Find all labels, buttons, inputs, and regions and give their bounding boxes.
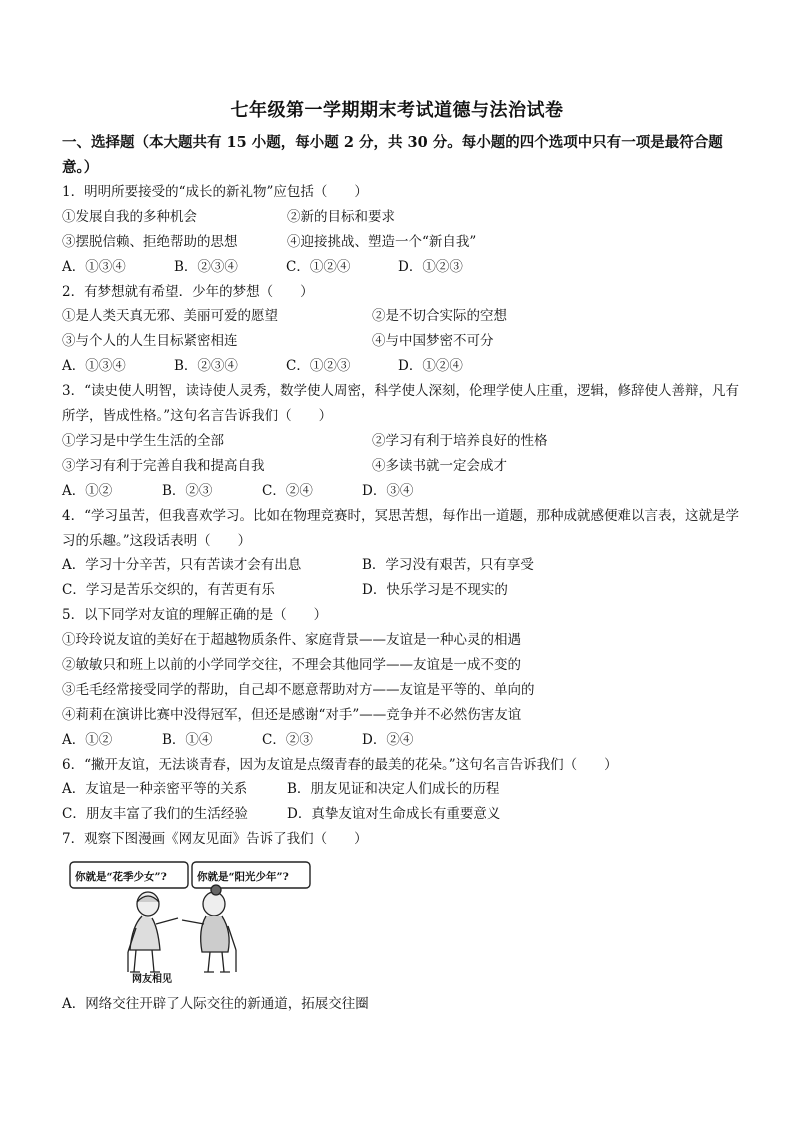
- q5-answer-c: C．②③: [262, 731, 313, 748]
- q2-options-row1: [62, 304, 742, 329]
- q4-option-a: A．学习十分辛苦，只有苦读才会有出息: [62, 557, 302, 574]
- old-man-figure: [128, 892, 178, 972]
- q2-answer-a: A．①③④: [62, 358, 126, 375]
- bubble-left-text: 你就是“花季少女”?: [75, 871, 167, 884]
- old-woman-figure: [182, 885, 236, 972]
- q6-option-b: B．朋友见证和决定人们成长的历程: [287, 781, 500, 798]
- q3-option-2: ②学习有利于培养良好的性格: [372, 432, 548, 449]
- questions: [62, 180, 742, 1017]
- q6-option-d: D．真挚友谊对生命成长有重要意义: [287, 806, 501, 823]
- q6-options-row2: [62, 802, 742, 827]
- q4-stem: 4．“学习虽苦，但我喜欢学习。比如在物理竞赛时，冥思苦想，每作出一道题，那种成就感便难以言表，这就是学习的乐趣。”这段话表明（ ）: [62, 507, 739, 549]
- q3-option-4: ④多读书就一定会成才: [372, 457, 507, 474]
- q2-answer-c: C．①②③: [286, 358, 351, 375]
- q5-answers: [62, 728, 742, 753]
- q1-option-1: ①发展自我的多种机会: [62, 208, 197, 225]
- q2-answer-b: B．②③④: [174, 358, 238, 375]
- q6-options-row1: [62, 777, 742, 802]
- q5-answer-a: A．①②: [62, 731, 113, 748]
- q2-option-2: ②是不切合实际的空想: [372, 308, 507, 325]
- comic-drawing: [66, 858, 316, 988]
- q7-stem: 7．观察下图漫画《网友见面》告诉了我们（ ）: [62, 831, 368, 848]
- comic-caption: 网友相见: [132, 974, 172, 986]
- section-heading: 一、选择题（本大题共有 15 小题，每小题 2 分，共 30 分。每小题的四个选项中只有一项是最符合题意。）: [62, 134, 723, 176]
- q3-answer-b: B．②③: [162, 482, 213, 499]
- q2-stem: 2．有梦想就有希望．少年的梦想（ ）: [62, 283, 314, 300]
- q5-statement-2: ②敏敏只和班上以前的小学同学交往，不理会其他同学——友谊是一成不变的: [62, 656, 521, 673]
- q5-statement-1: ①玲玲说友谊的美好在于超越物质条件、家庭背景——友谊是一种心灵的相遇: [62, 632, 521, 649]
- q6-option-c: C．朋友丰富了我们的生活经验: [62, 806, 248, 823]
- q2-answer-d: D．①②④: [398, 358, 463, 375]
- q3-stem: 3．“读史使人明智，读诗使人灵秀，数学使人周密，科学使人深刻，伦理学使人庄重，逻辑，修辞使人善辩，凡有所学，皆成性格。”这句名言告诉我们（ ）: [62, 383, 739, 425]
- q1-option-4: ④迎接挑战、塑造一个“新自我”: [287, 233, 477, 250]
- q6-stem: 6．“撇开友谊，无法谈青春，因为友谊是点缀青春的最美的花朵。”这句名言告诉我们（ ）: [62, 756, 618, 773]
- q3-option-1: ①学习是中学生生活的全部: [62, 432, 224, 449]
- q5-statement-4: ④莉莉在演讲比赛中没得冠军，但还是感谢“对手”——竞争并不必然伤害友谊: [62, 706, 522, 723]
- q3-options-row1: [62, 429, 742, 454]
- q1-options-row2: [62, 230, 742, 255]
- q2-option-1: ①是人类天真无邪、美丽可爱的愿望: [62, 308, 278, 325]
- q4-options-row1: [62, 553, 742, 578]
- q4-options-row2: [62, 578, 742, 603]
- q4-option-c: C．学习是苦乐交织的，有苦更有乐: [62, 582, 275, 599]
- bubble-right-text: 你就是“阳光少年”?: [197, 871, 289, 884]
- q1-option-2: ②新的目标和要求: [287, 208, 395, 225]
- q4-option-d: D．快乐学习是不现实的: [362, 582, 508, 599]
- q3-answer-c: C．②④: [262, 482, 313, 499]
- q1-answer-d: D．①②③: [398, 258, 463, 275]
- q1-answer-c: C．①②④: [286, 258, 351, 275]
- q4-option-b: B．学习没有艰苦，只有享受: [362, 557, 534, 574]
- q1-answer-b: B．②③④: [174, 258, 238, 275]
- q5-stem: 5．以下同学对友谊的理解正确的是（ ）: [62, 607, 328, 624]
- q5-answer-d: D．②④: [362, 731, 414, 748]
- exam-title: 七年级第一学期期末考试道德与法治试卷: [230, 100, 564, 121]
- q6-option-a: A．友谊是一种亲密平等的关系: [62, 781, 248, 798]
- q3-option-3: ③学习有利于完善自我和提高自我: [62, 457, 265, 474]
- q2-options-row2: [62, 329, 742, 354]
- q1-option-3: ③摆脱信赖、拒绝帮助的思想: [62, 233, 238, 250]
- q7-option-a: A．网络交往开辟了人际交往的新通道，拓展交往圈: [62, 996, 369, 1013]
- q1-stem: 1．明明所要接受的“成长的新礼物”应包括（ ）: [62, 184, 368, 200]
- q1-answers: [62, 255, 742, 280]
- q2-answers: [62, 354, 742, 379]
- q5-answer-b: B．①④: [162, 731, 213, 748]
- q3-options-row2: [62, 454, 742, 479]
- q3-answers: [62, 479, 742, 504]
- q3-answer-d: D．③④: [362, 482, 414, 499]
- q1-options-row1: [62, 205, 742, 230]
- q5-statement-3: ③毛毛经常接受同学的帮助，自己却不愿意帮助对方——友谊是平等的、单向的: [62, 681, 535, 698]
- comic-illustration: [66, 858, 316, 988]
- q3-answer-a: A．①②: [62, 482, 113, 499]
- q1-answer-a: A．①③④: [62, 258, 126, 275]
- q2-option-3: ③与个人的人生目标紧密相连: [62, 333, 238, 350]
- q2-option-4: ④与中国梦密不可分: [372, 333, 494, 350]
